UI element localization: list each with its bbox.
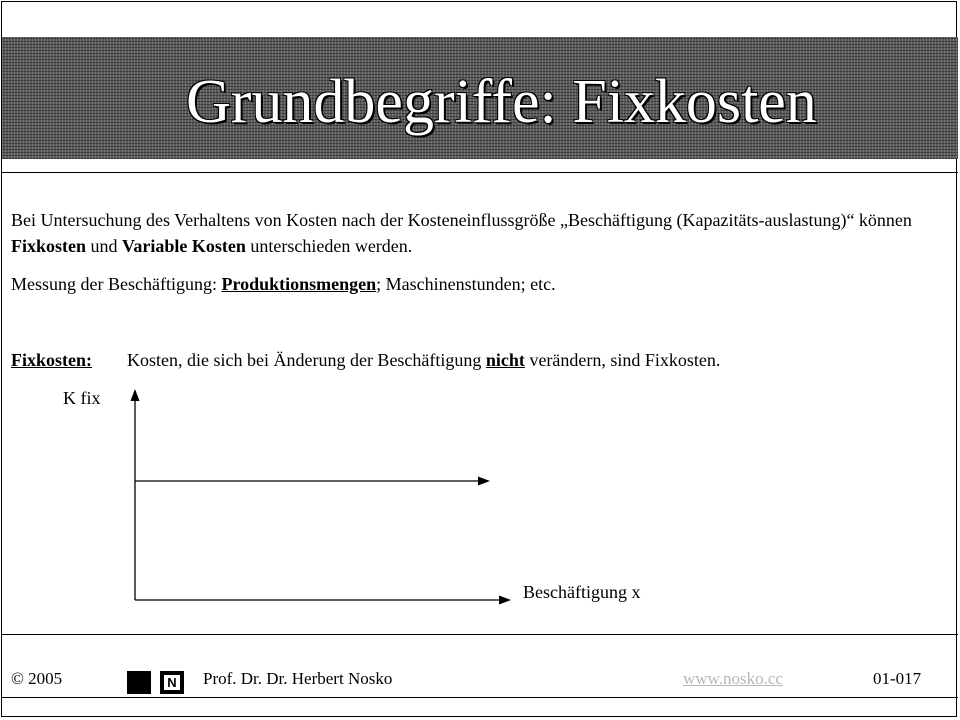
definition-term: Fixkosten: [11, 350, 92, 370]
fixed-cost-line-arrow [478, 477, 490, 486]
footer-copyright: © 2005 [11, 669, 63, 688]
logo-letter: N [164, 675, 180, 690]
x-axis-arrow [499, 596, 511, 605]
intro-text-2: unterschieden werden. [245, 236, 413, 256]
nicht-term: nicht [485, 350, 525, 370]
y-axis-arrow [131, 389, 140, 401]
footer-website-link[interactable]: www.nosko.cc [683, 669, 783, 688]
fixkosten-term: Fixkosten [11, 236, 87, 256]
footer-page-number: 01-017 [873, 669, 922, 688]
y-axis-label: K fix [63, 388, 101, 408]
produktionsmengen-term: Produktionsmengen [221, 274, 377, 294]
variable-kosten-term: Variable Kosten [122, 236, 246, 256]
x-axis-label: Beschäftigung x [523, 582, 641, 602]
intro-text-1: Bei Untersuchung des Verhaltens von Kosten nach der Kosteneinflussgröße „Beschäftigung (Kapazitäts-auslastung)“ können [11, 210, 912, 230]
footer-author: Prof. Dr. Dr. Herbert Nosko [203, 669, 393, 688]
messung-label: Messung der Beschäftigung: [11, 274, 222, 294]
messung-rest: ; Maschinenstunden; etc. [376, 274, 556, 294]
definition-text-1: Kosten, die sich bei Änderung der Beschäftigung [127, 350, 486, 370]
intro-and: und [86, 236, 123, 256]
slide-title: Grundbegriffe: Fixkosten [186, 68, 817, 136]
logo-n-icon [160, 671, 184, 694]
divider-footer [2, 697, 958, 698]
definition-text-2: verändern, sind Fixkosten. [524, 350, 721, 370]
divider-bottom [2, 634, 958, 635]
logo-black-square [127, 671, 151, 694]
